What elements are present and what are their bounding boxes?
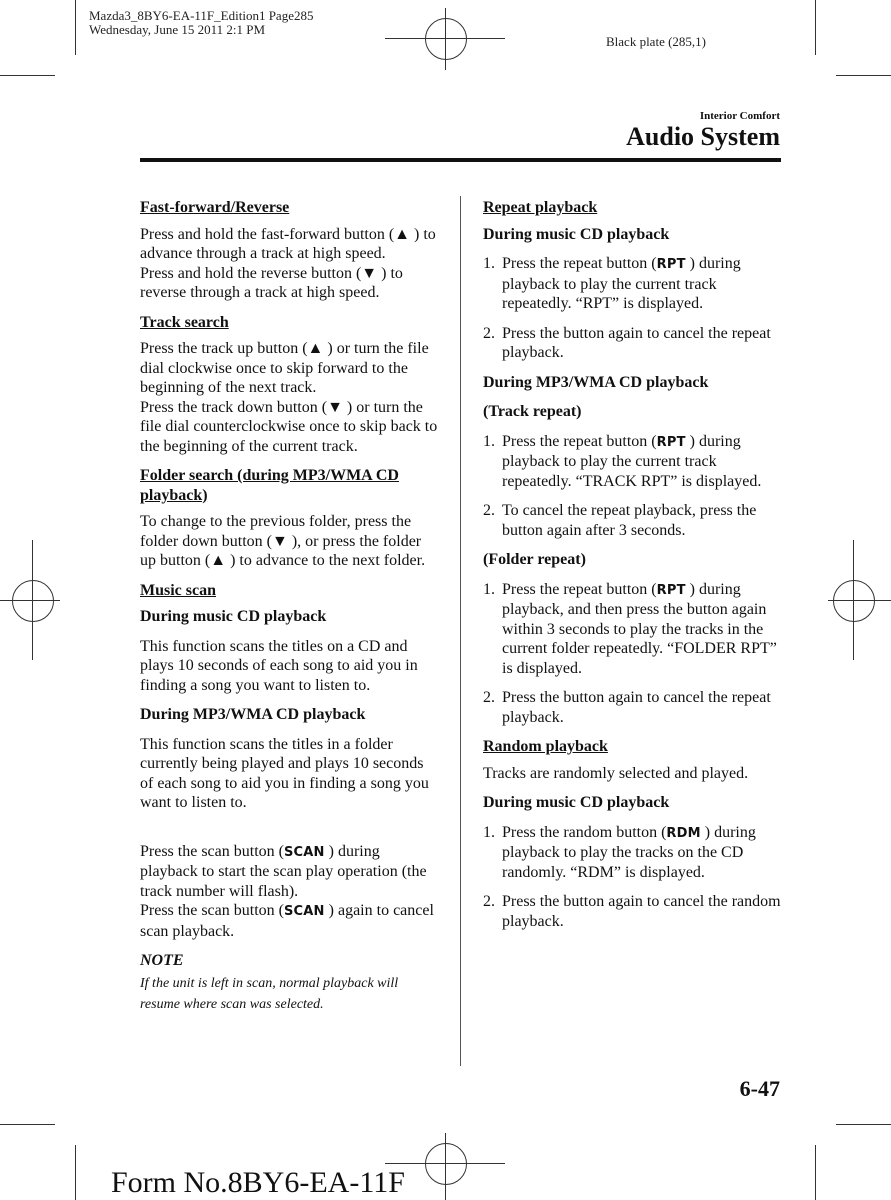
subheading-music-cd: During music CD playback [140,608,327,625]
ff-paragraph-2: Press and hold the reverse button (▼ ) to reverse through a track at high speed. [140,264,403,301]
list-item: 1. Press the repeat button (RPT ) during playback to play the current track repeatedly. “RPT” is displayed. [483,255,741,312]
crop-mark-bottom-left-v [75,1145,76,1200]
heading-repeat-playback: Repeat playback [483,199,598,216]
note-text: If the unit is left in scan, normal playback will resume where scan was selected. [140,975,399,1012]
heading-track-search: Track search [140,313,229,331]
track-paragraph-1: Press the track up button (▲ ) or turn the file dial clockwise once to skip forward to the beginning of the next track. [140,340,429,396]
registration-mark-left [12,580,54,622]
rpt-button-label: RPT [656,582,686,598]
print-meta-line2: Wednesday, June 15 2011 2:1 PM [89,22,266,37]
subheading-music-cd: During music CD playback [483,225,670,243]
subheading-mp3-wma: During MP3/WMA CD playback [483,373,709,391]
list-item: 2. To cancel the repeat playback, press the button again after 3 seconds. [483,502,757,539]
registration-line-bottom-v [445,1133,446,1200]
scan-paragraph-cancel: Press the scan button (SCAN ) again to cancel scan playback. [140,902,434,940]
list-item: 2. Press the button again to cancel the random playback. [483,893,781,930]
column-divider [460,196,461,1066]
down-arrow-icon: ▼ [361,264,378,282]
scan-paragraph-mp3: This function scans the titles in a folder currently being played and plays 10 seconds of each song to aid you in finding a song you want to listen to. [140,735,429,811]
crop-mark-top-right-h [836,75,891,76]
heading-fast-forward-reverse: Fast-forward/Reverse [140,199,290,216]
crop-mark-bottom-left-h [0,1124,55,1125]
right-column [483,198,783,941]
rdm-button-label: RDM [666,825,701,841]
list-item: 2. Press the button again to cancel the repeat playback. [483,689,771,726]
note-heading: NOTE [140,952,184,969]
form-number: Form No.8BY6-EA-11F [111,1166,405,1199]
subheading-track-repeat: (Track repeat) [483,403,582,420]
page-number: 6-47 [739,1076,780,1101]
registration-line-left-h [0,600,60,601]
spacer [140,823,440,842]
track-paragraph-2: Press the track down button (▼ ) or turn the file dial counterclockwise once to skip back to the beginning of the current track. [140,398,438,455]
page-title: Audio System [626,122,780,151]
crop-mark-bottom-right-h [836,1124,891,1125]
subheading-music-cd: During music CD playback [483,794,670,811]
up-arrow-icon: ▲ [307,340,324,357]
crop-mark-top-right-v [815,0,816,55]
registration-line-right-h [828,600,891,601]
heading-random-playback: Random playback [483,738,608,755]
registration-line-top-v [445,8,446,70]
left-column [140,198,440,1025]
heading-folder-search: Folder search (during MP3/WMA CD playback) [140,467,399,504]
down-arrow-icon: ▼ [327,398,343,416]
heading-music-scan: Music scan [140,581,216,599]
list-item: 1. Press the random button (RDM ) during playback to play the tracks on the CD randomly. “RDM” is displayed. [483,823,756,881]
subheading-folder-repeat: (Folder repeat) [483,551,586,568]
registration-mark-bottom [425,1143,467,1185]
down-arrow-icon: ▼ [271,532,288,550]
list-item: 1. Press the repeat button (RPT ) during playback, and then press the button again within 3 seconds to play the tracks in the current folder repeatedly. “FOLDER RPT” is displayed. [483,580,777,677]
registration-line-left-v [32,540,33,660]
registration-mark-right [833,580,875,622]
scan-button-label: SCAN [283,844,325,860]
section-label: Interior Comfort [699,110,780,122]
print-plate-label: Black plate (285,1) [606,34,706,49]
registration-mark-top [425,18,467,60]
registration-line-right-v [853,540,854,660]
up-arrow-icon: ▲ [210,552,227,569]
rpt-button-label: RPT [656,434,686,450]
crop-mark-top-left-v [75,0,76,55]
crop-mark-top-left-h [0,75,55,76]
list-item: 2. Press the button again to cancel the repeat playback. [483,324,771,361]
list-item: 1. Press the repeat button (RPT ) during playback to play the current track repeatedly. “TRACK RPT” is displayed. [483,432,762,490]
ff-paragraph-1: Press and hold the fast-forward button (▲ ) to advance through a track at high speed. [140,225,436,262]
rpt-button-label: RPT [656,257,686,272]
scan-button-label: SCAN [283,904,325,919]
up-arrow-icon: ▲ [394,225,411,243]
subheading-mp3-wma: During MP3/WMA CD playback [140,706,366,723]
title-rule [140,158,781,162]
crop-mark-bottom-right-v [815,1145,816,1200]
random-paragraph: Tracks are randomly selected and played. [483,764,749,782]
print-meta-line1: Mazda3_8BY6-EA-11F_Edition1 Page285 [89,8,314,23]
folder-paragraph: To change to the previous folder, press the folder down button (▼ ), or press the folder up button (▲ ) to advance to the next folder. [140,513,426,569]
scan-paragraph-start: Press the scan button (SCAN ) during playback to start the scan play operation (the track number will flash). [140,842,427,900]
scan-paragraph-cd: This function scans the titles on a CD and plays 10 seconds of each song to aid you in finding a song you want to listen to. [140,637,418,694]
